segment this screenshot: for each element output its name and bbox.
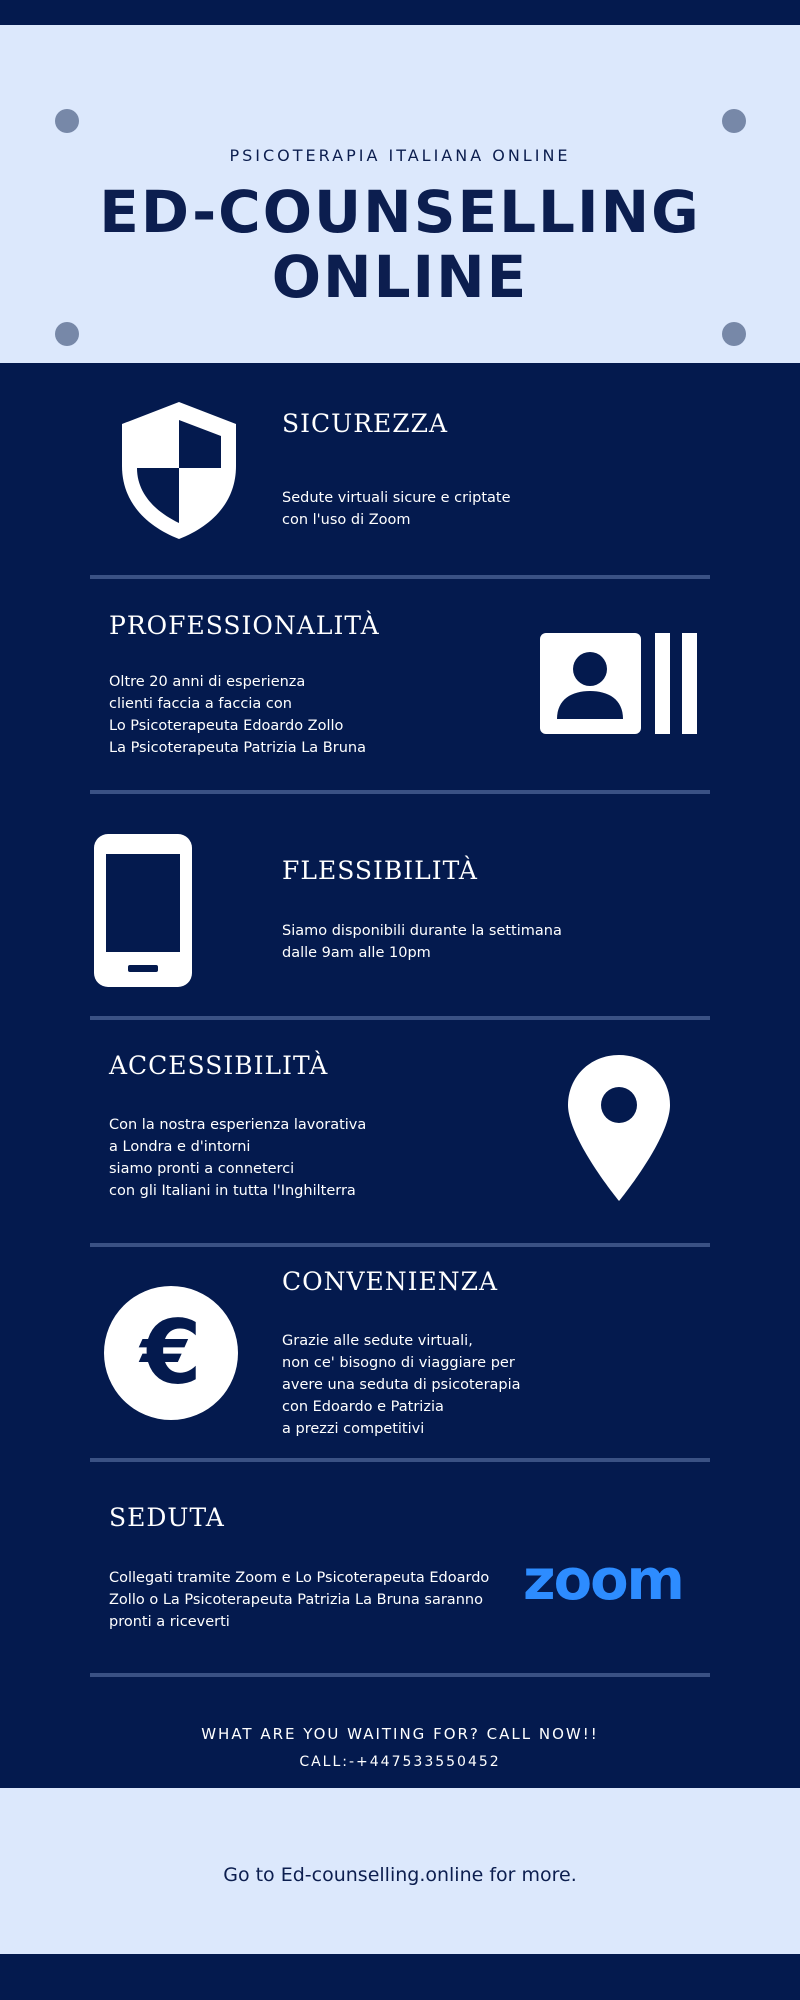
top-bar [0, 0, 800, 25]
section-text-sicurezza: Sedute virtuali sicure e criptate con l'uso di Zoom [282, 490, 511, 528]
section-heading-flessibilita: FLESSIBILITÀ [282, 856, 478, 885]
decorative-dot [55, 109, 79, 133]
page-title-line2: ONLINE [271, 243, 529, 311]
cta-phone: CALL:-+447533550452 [299, 1754, 501, 1770]
decorative-dot [55, 322, 79, 346]
section-divider [90, 1458, 710, 1462]
page-title [0, 180, 800, 310]
section-text-seduta: Collegati tramite Zoom e Lo Psicoterapeuta Edoardo Zollo o La Psicoterapeuta Patrizia La Bruna saranno pronti a riceverti [109, 1570, 490, 1630]
section-divider [90, 1243, 710, 1247]
bottom-bar [0, 1954, 800, 2000]
section-divider [90, 1673, 710, 1677]
map-pin-icon [566, 1053, 672, 1203]
section-divider [90, 575, 710, 579]
section-text-accessibilita: Con la nostra esperienza lavorativa a Londra e d'intorni siamo pronti a conneterci con gli Italiani in tutta l'Inghilterra [109, 1117, 367, 1199]
section-heading-accessibilita: ACCESSIBILITÀ [109, 1051, 329, 1080]
section-divider [90, 1016, 710, 1020]
section-text-convenienza: Grazie alle sedute virtuali, non ce' bisogno di viaggiare per avere una seduta di psicoterapia con Edoardo e Patrizia a prezzi competitivi [282, 1333, 521, 1437]
smartphone-icon [94, 834, 192, 987]
shield-icon [118, 398, 240, 542]
section-heading-seduta: SEDUTA [109, 1503, 225, 1532]
footer-link-text: Go to Ed-counselling.online for more. [223, 1864, 577, 1886]
section-text-flessibilita: Siamo disponibili durante la settimana dalle 9am alle 10pm [282, 923, 562, 961]
section-heading-sicurezza: SICUREZZA [282, 409, 449, 438]
features-panel [0, 363, 800, 1788]
decorative-dot [722, 109, 746, 133]
cta-text: WHAT ARE YOU WAITING FOR? CALL NOW!! [201, 1725, 599, 1743]
decorative-dot [722, 322, 746, 346]
page-title-line1: ED-COUNSELLING [99, 178, 701, 246]
header-subtitle: PSICOTERAPIA ITALIANA ONLINE [229, 146, 571, 165]
section-heading-convenienza: CONVENIENZA [282, 1267, 499, 1296]
euro-symbol: € [140, 1301, 202, 1404]
zoom-logo: zoom [523, 1548, 683, 1613]
id-card-icon [540, 633, 700, 735]
section-heading-professionalita: PROFESSIONALITÀ [109, 611, 380, 640]
section-divider [90, 790, 710, 794]
footer-banner [0, 1788, 800, 1954]
header-banner [0, 25, 800, 363]
section-text-professionalita: Oltre 20 anni di esperienza clienti faccia a faccia con Lo Psicoterapeuta Edoardo Zollo La Psicoterapeuta Patrizia La Bruna [109, 674, 366, 756]
